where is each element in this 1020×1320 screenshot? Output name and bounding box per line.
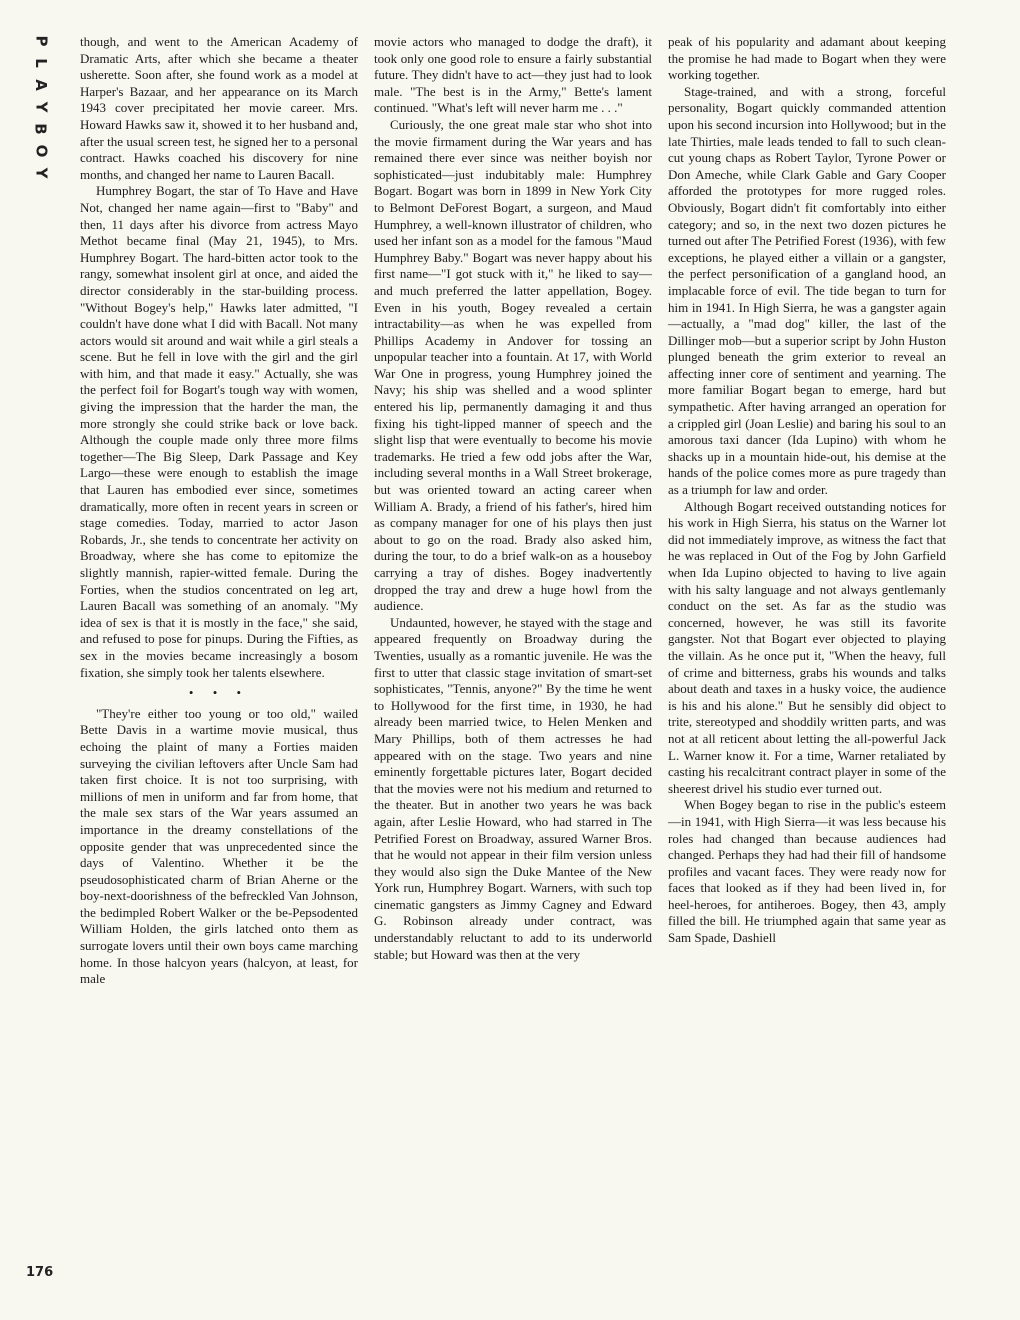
- paragraph: peak of his popularity and adamant about keeping the promise he had made to Bogart when they were working together.: [668, 34, 946, 83]
- masthead-letter: A: [31, 79, 50, 91]
- masthead-letter: Y: [32, 167, 50, 179]
- paragraph: Curiously, the one great male star who shot into the movie firmament during the War years and has remained there ever since was neither boyish nor sophisticated—just indubitably male: Humphrey Bogart. Bogart was born in 1899 in New York City to Belmont DeForest Bogart, a surgeon, and Maud Humphrey, a well-known illustrator of children, who used her infant son as a model for the famous "Maud Humphrey Baby." Bogart was never happy about his first name—"I got stuck with it," he liked to say—and much preferred the latter appellation, Bogey. Even in his youth, Bogey revealed a certain intractability—as when he was expelled from Phillips Academy in Andover for tossing an unpopular teacher into a fountain. At 17, with World War One in progress, young Humphrey joined the Navy; his ship was shelled and a wood splinter entered his lip, permanently damaging it and thus fixing his tight-lipped manner of speech and the slight lisp that were eventually to become his movie trademarks. He tried a few odd jobs after the War, including several months in a Wall Street brokerage, but was oriented toward an acting career when William A. Brady, a friend of his father's, hired him as company manager for one of his plays then just about to go on the road. Brady also asked him, during the tour, to do a brief walk-on as a houseboy carrying a tray of dishes. Bogey inadvertently dropped the tray and drew a huge howl from the audience.: [374, 116, 652, 614]
- paragraph: Stage-trained, and with a strong, forceful personality, Bogart quickly commanded attention upon his second incursion into Hollywood; but in the late Thirties, male leads tended to fall to such clean-cut young chaps as Robert Taylor, Tyrone Power or Don Ameche, while Clark Gable and Gary Cooper afforded the prototypes for more rugged roles. Obviously, Bogart didn't fit comfortably into either category; and so, in the next two dozen pictures he turned out after The Petrified Forest (1936), with few exceptions, he played either a villain or a gangster, the perfect personification of a gangland hood, an implacable force of evil. The tide began to turn for him in 1941. In High Sierra, he was a gangster again—actually, a "mad dog" killer, the last of the Dillinger mob—but a superior script by John Huston plunged beneath the grim exterior to reveal an affecting inner core of sentiment and yearning. The more familiar Bogart began to emerge, hard but sympathetic. After having arranged an operation for a crippled girl (Joan Leslie) and baring his soul to an amorous taxi dancer (Ida Lupino) with whom he shacks up in a mountain hide-out, his demise at the hands of the police comes more as pure tragedy than as a triumph for law and order.: [668, 83, 946, 498]
- article-column-3: [668, 34, 946, 947]
- masthead-letter: O: [31, 144, 50, 158]
- paragraph: "They're either too young or too old," wailed Bette Davis in a wartime movie musical, thus echoing the plaint of many a Forties maiden surveying the civilian leftovers after Uncle Sam had taken first choice. It is not too surprising, with millions of men in uniform and far from home, that the male sex stars of the War years assumed an importance in the dreamy constellations of the opposite gender that was unprecedented since the days of Valentino. Whether it be the pseudosophisticated charm of Brian Aherne or the boy-next-doorishness of the befreckled Van Johnson, the bedimpled Robert Walker or the be-Pepsodented William Holden, the girls latched onto them as surrogate lovers until their own boys came marching home. In those halcyon years (halcyon, at least, for male: [80, 705, 358, 987]
- article-column-2: [374, 34, 652, 963]
- masthead-letter: Y: [32, 101, 50, 113]
- masthead: [20, 30, 62, 184]
- paragraph: Although Bogart received outstanding notices for his work in High Sierra, his status on the Warner lot did not immediately improve, as witness the fact that he was replaced in Out of the Fog by John Garfield when Ida Lupino objected to having to live again with his salty language and not always gentlemanly conduct on the set. As far as the studio was concerned, however, he was still its favorite gangster. Not that Bogart ever objected to playing the villain. As he once put it, "When the heavy, full of crime and bitterness, grabs his wounds and talks about death and taxes in a husky voice, the audience is his and his alone." But he sensibly did object to trite, stereotyped and shoddily written parts, and was not at all reticent about letting the all-powerful Jack L. Warner know it. For a time, Warner retaliated by casting his recalcitrant contract player in some of the sheerest drivel his studio ever turned out.: [668, 498, 946, 796]
- masthead-letter: L: [32, 58, 50, 68]
- section-break: • • •: [188, 685, 250, 701]
- paragraph: When Bogey began to rise in the public's esteem—in 1941, with High Sierra—it was less because his roles had changed than because audiences had changed. Perhaps they had had their fill of handsome profiles and vacant faces. They were ready now for faces that looked as if they had been lived in, for heel-heroes, for antiheroes. Bogey, then 43, amply filled the bill. He triumphed again that same year as Sam Spade, Dashiell: [668, 797, 946, 946]
- masthead-letter: P: [32, 35, 50, 47]
- paragraph: Undaunted, however, he stayed with the stage and appeared frequently on Broadway during the Twenties, usually as a romantic juvenile. He was the first to utter that classic stage invitation of smart-set sophisticates, "Tennis, anyone?" By the time he went to Hollywood for the first time, in 1930, he had already been married twice, to Helen Menken and Mary Phillips, both of them actresses he had appeared with on the stage. Two years and nine eminently forgettable pictures later, Bogart decided that the movies were not his medium and returned to the theater. But in another two years he was back again, after Leslie Howard, who had starred in The Petrified Forest on Broadway, assured Warner Bros. that he would not appear in their film version unless they would also sign the Duke Mantee of the New York run, Humphrey Bogart. Warners, with such top cinematic gangsters as Jimmy Cagney and Edward G. Robinson already under contract, was understandably reluctant to add to its underworld stable; but Howard was then at the very: [374, 614, 652, 962]
- masthead-letter: B: [32, 123, 50, 135]
- paragraph: though, and went to the American Academy of Dramatic Arts, after which she became a theater usherette. Soon after, she found work as a model at Harper's Bazaar, and her appearance on its March 1943 cover precipitated her movie career. Mrs. Howard Hawks saw it, showed it to her husband and, after the usual screen test, he signed her to a personal contract. Hawks coached his discovery for nine months, and changed her name to Lauren Bacall.: [80, 34, 358, 182]
- paragraph: Humphrey Bogart, the star of To Have and Have Not, changed her name again—first to "Baby" and then, 11 days after his divorce from actress Mayo Methot became final (May 21, 1945), to Mrs. Humphrey Bogart. The hard-bitten actor took to the rangy, somewhat insolent girl at once, and aided the director considerably in the star-building process. "Without Bogey's help," Hawks later admitted, "I couldn't have done what I did with Bacall. Not many actors would sit around and wait while a girl steals a scene. But he fell in love with the girl and the girl with him, and that made it easy." Actually, she was the perfect foil for Bogart's tough way with women, giving the impression that the harder the man, the more strongly she could strike back or love back. Although the couple made only three more films together—The Big Sleep, Dark Passage and Key Largo—these were enough to establish the image that Lauren has embodied ever since, sometimes dramatically, more often in recent years in screen or stage comedies. Today, married to actor Jason Robards, Jr., she tends to concentrate her activity on Broadway, where she has come to epitomize the slightly mannish, rapier-witted female. During the Forties, when the studios concentrated on leg art, Lauren Bacall was something of an anomaly. "My idea of sex is that it is mostly in the face," she said, and refused to pose for pinups. During the Fifties, as sex in the movies became increasingly a bosom fixation, she simply took her talents elsewhere.: [80, 183, 358, 680]
- article-column-1: [80, 34, 358, 988]
- page-number: 176: [26, 1265, 54, 1280]
- paragraph: movie actors who managed to dodge the draft), it took only one good role to ensure a fairly substantial future. They didn't have to act—they just had to look male. "The best is in the Army," Bette's lament continued. "What's left will never harm me . . .": [374, 34, 652, 116]
